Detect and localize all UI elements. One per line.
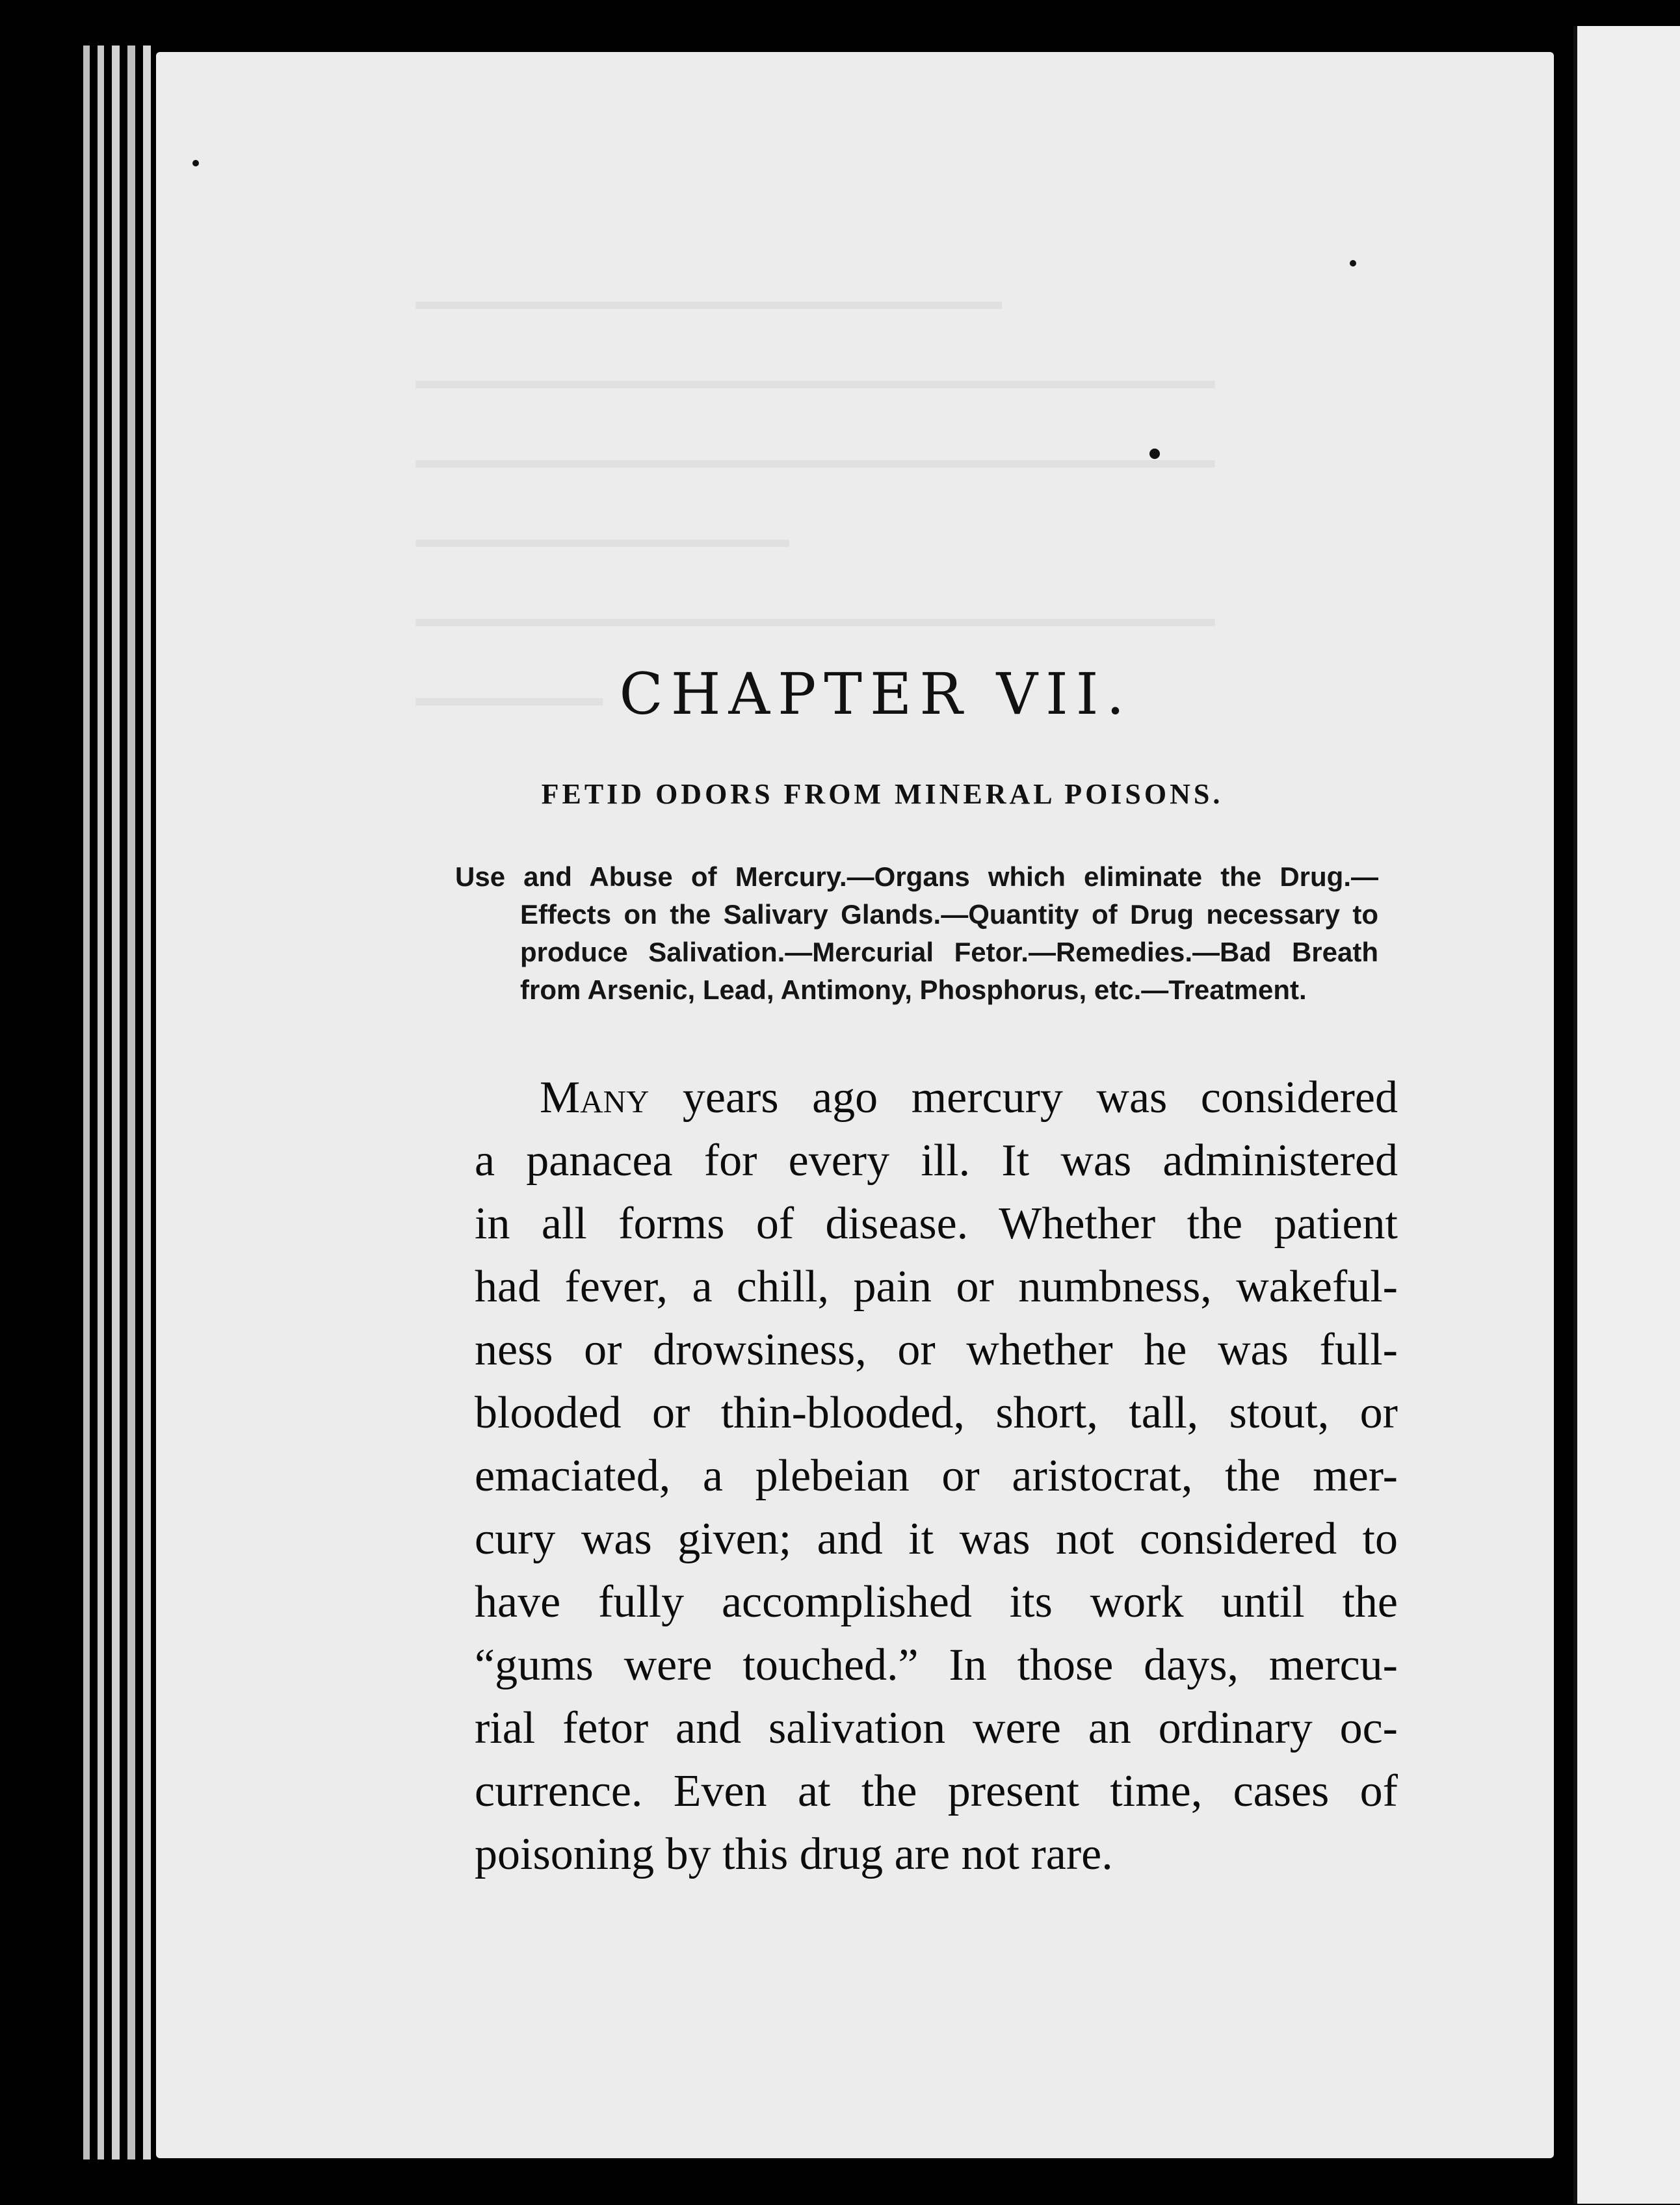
body-line: currence. Even at the present time, cases of	[475, 1766, 1398, 1816]
body-line: poisoning by this drug are not rare.	[475, 1829, 1113, 1879]
page-edge	[143, 46, 151, 2159]
print-speck	[1350, 260, 1356, 267]
body-line: blooded or thin-blooded, short, tall, stout, or	[475, 1388, 1398, 1438]
chapter-synopsis: Use and Abuse of Mercury.—Organs which eliminate the Drug.—Effects on the Salivary Glands.—Quantity of Drug necessary to produce Salivation.—Mercurial Fetor.—Remedies.—Bad Breath from Arsenic, Lead, Antimony, Phosphorus, etc.—Treatment.	[455, 861, 1378, 1005]
body-line: emaciated, a plebeian or aristocrat, the mer-	[475, 1451, 1398, 1501]
body-line: had fever, a chill, pain or numbness, wakeful-	[475, 1262, 1398, 1312]
body-line: “gums were touched.” In those days, mercu-	[475, 1640, 1398, 1690]
body-line: Many years ago mercury was considered	[540, 1073, 1398, 1123]
body-paragraph	[475, 1066, 1398, 1886]
body-line: rial fetor and salivation were an ordinary oc-	[475, 1703, 1398, 1753]
page-edge	[112, 46, 120, 2159]
lead-word: Many	[540, 1073, 650, 1123]
print-speck	[1149, 449, 1160, 459]
body-line: have fully accomplished its work until the	[475, 1577, 1398, 1627]
print-speck	[192, 160, 199, 166]
body-line: a panacea for every ill. It was administered	[475, 1136, 1398, 1186]
chapter-title: CHAPTER VII.	[619, 660, 1133, 727]
chapter-subtitle: FETID ODORS FROM MINERAL POISONS.	[541, 778, 1224, 810]
facing-page-edge	[1573, 26, 1680, 2204]
body-line: cury was given; and it was not considered to	[475, 1514, 1398, 1564]
body-line: in all forms of disease. Whether the patient	[475, 1199, 1398, 1249]
page-edge	[83, 46, 90, 2159]
page-edge	[127, 46, 135, 2159]
body-line: ness or drowsiness, or whether he was full-	[475, 1325, 1398, 1375]
page-edge	[98, 46, 104, 2159]
